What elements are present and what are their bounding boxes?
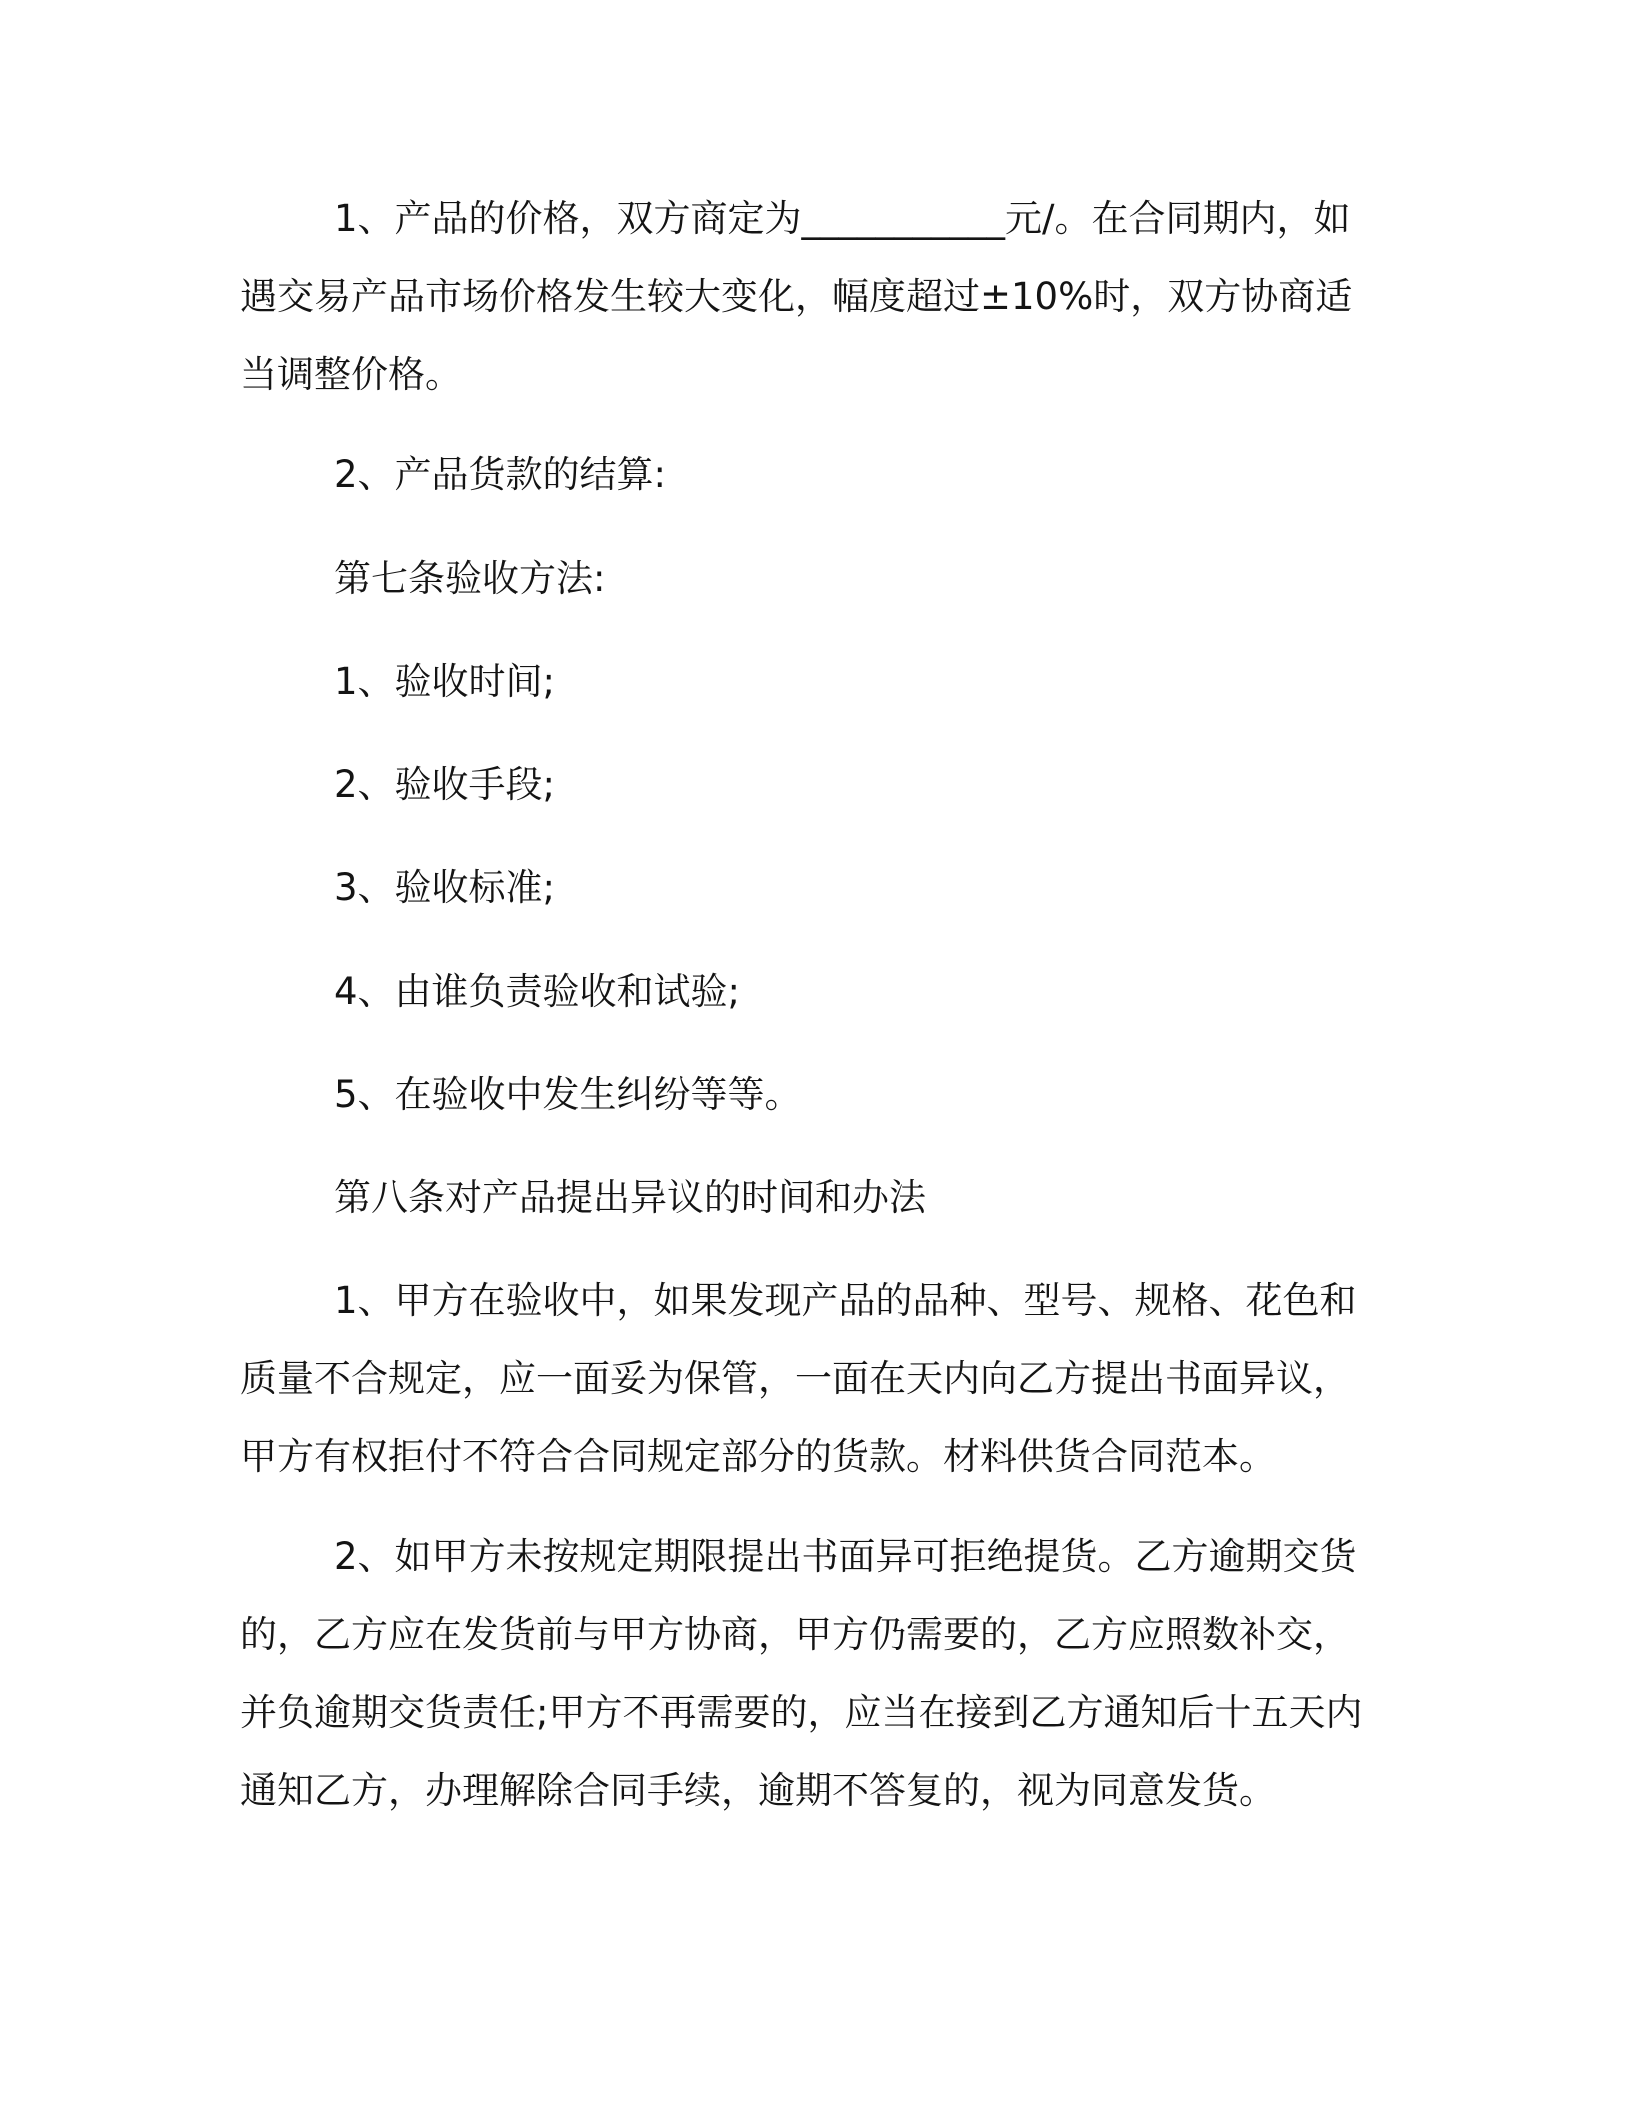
list-item-inspection-means [240,746,1360,824]
text-line: 第七条验收方法: [334,557,606,600]
text-line: 的，乙方应在发货前与甲方协商，甲方仍需要的，乙方应照数补交， [240,1613,1350,1656]
text-line: 质量不合规定，应一面妥为保管，一面在天内向乙方提出书面异议， [240,1357,1350,1400]
text-line: 甲方有权拒付不符合合同规定部分的货款。材料供货合同范本。 [240,1435,1276,1478]
text-line: 1、验收时间; [334,660,556,703]
text-line: 通知乙方，办理解除合同手续，逾期不答复的，视为同意发货。 [240,1769,1276,1812]
text-line: 2、验收手段; [334,763,556,806]
text-line: 2、产品货款的结算: [334,453,667,496]
text-line: 5、在验收中发生纠纷等等。 [334,1073,802,1116]
text-line: 3、验收标准; [334,866,556,909]
text-line: 第八条对产品提出异议的时间和办法 [334,1176,926,1219]
list-item-inspection-time [240,643,1360,721]
paragraph-settlement [240,436,1360,514]
text-line: 当调整价格。 [240,353,462,396]
section-heading-article-8 [240,1159,1360,1237]
text-line: 2、如甲方未按规定期限提出书面异可拒绝提货。乙方逾期交货 [334,1535,1357,1578]
text-line: 并负逾期交货责任;甲方不再需要的，应当在接到乙方通知后十五天内 [240,1691,1363,1734]
list-item-responsibility [240,953,1360,1031]
text-line: 遇交易产品市场价格发生较大变化，幅度超过±10%时，双方协商适 [240,275,1353,318]
section-heading-article-7 [240,540,1360,618]
text-line: 1、甲方在验收中，如果发现产品的品种、型号、规格、花色和 [334,1279,1357,1322]
paragraph-price [240,180,1360,414]
text-line: 1、产品的价格，双方商定为___________元/。在合同期内，如 [334,197,1351,240]
text-line: 4、由谁负责验收和试验; [334,970,741,1013]
paragraph-objection-2 [240,1518,1363,1830]
list-item-inspection-standard [240,849,1360,927]
paragraph-objection-1 [240,1262,1360,1496]
list-item-disputes [240,1056,1360,1134]
